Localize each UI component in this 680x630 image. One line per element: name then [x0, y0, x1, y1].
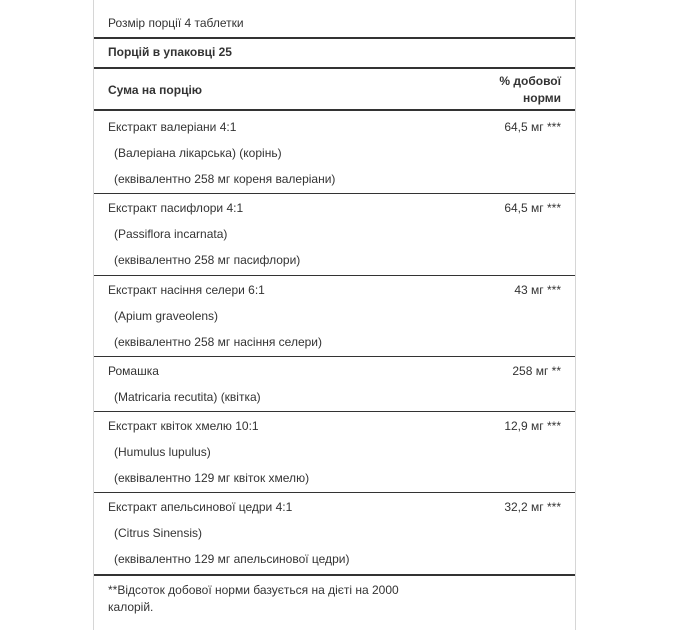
footnote: **Відсоток добової норми базується на дієті на 2000 калорій. — [108, 583, 399, 614]
ingredient-detail: (еквівалентно 129 мг квіток хмелю) — [114, 471, 310, 485]
ingredient-detail: (Citrus Sinensis) — [114, 526, 203, 540]
ingredient-detail: (Apium graveolens) — [114, 309, 219, 323]
divider-thin — [94, 411, 575, 412]
ingredient-name: Екстракт квіток хмелю 10:1 — [108, 419, 259, 433]
ingredient-amount: 43 мг *** — [514, 283, 561, 297]
serving-size: Розмір порції 4 таблетки — [108, 16, 244, 30]
divider-thin — [94, 492, 575, 493]
ingredient-name: Екстракт пасифлори 4:1 — [108, 201, 244, 215]
daily-value-label-line2: норми — [522, 91, 561, 105]
ingredient-detail: (еквівалентно 129 мг апельсинової цедри) — [114, 552, 350, 566]
servings-per-container: Порцій в упаковці 25 — [108, 45, 232, 59]
divider-thick — [94, 109, 575, 111]
divider-thin — [94, 275, 575, 276]
supplement-facts-panel — [93, 0, 576, 630]
ingredient-amount: 64,5 мг *** — [504, 201, 561, 215]
divider-thick — [94, 37, 575, 39]
divider-thin — [94, 356, 575, 357]
divider-thick — [94, 574, 575, 576]
ingredient-amount: 258 мг ** — [512, 364, 561, 378]
ingredient-detail: (Matricaria recutita) (квітка) — [114, 390, 261, 404]
ingredient-name: Ромашка — [108, 364, 159, 378]
divider-thin — [94, 193, 575, 194]
ingredient-detail: (Passiflora incarnata) — [114, 227, 228, 241]
amount-per-serving-label: Сума на порцію — [108, 83, 203, 97]
ingredient-amount: 12,9 мг *** — [504, 419, 561, 433]
daily-value-label-line1: % добової — [499, 74, 561, 88]
ingredient-name: Екстракт апельсинової цедри 4:1 — [108, 500, 293, 514]
daily-value-label — [499, 73, 561, 107]
ingredient-detail: (Humulus lupulus) — [114, 445, 211, 459]
ingredient-detail: (еквівалентно 258 мг кореня валеріани) — [114, 172, 336, 186]
ingredient-amount: 64,5 мг *** — [504, 120, 561, 134]
ingredient-detail: (Валеріана лікарська) (корінь) — [114, 146, 282, 160]
ingredient-name: Екстракт насіння селери 6:1 — [108, 283, 265, 297]
ingredient-name: Екстракт валеріани 4:1 — [108, 120, 237, 134]
ingredient-detail: (еквівалентно 258 мг пасифлори) — [114, 253, 301, 267]
ingredient-detail: (еквівалентно 258 мг насіння селери) — [114, 335, 323, 349]
divider-thick — [94, 67, 575, 69]
ingredient-amount: 32,2 мг *** — [504, 500, 561, 514]
